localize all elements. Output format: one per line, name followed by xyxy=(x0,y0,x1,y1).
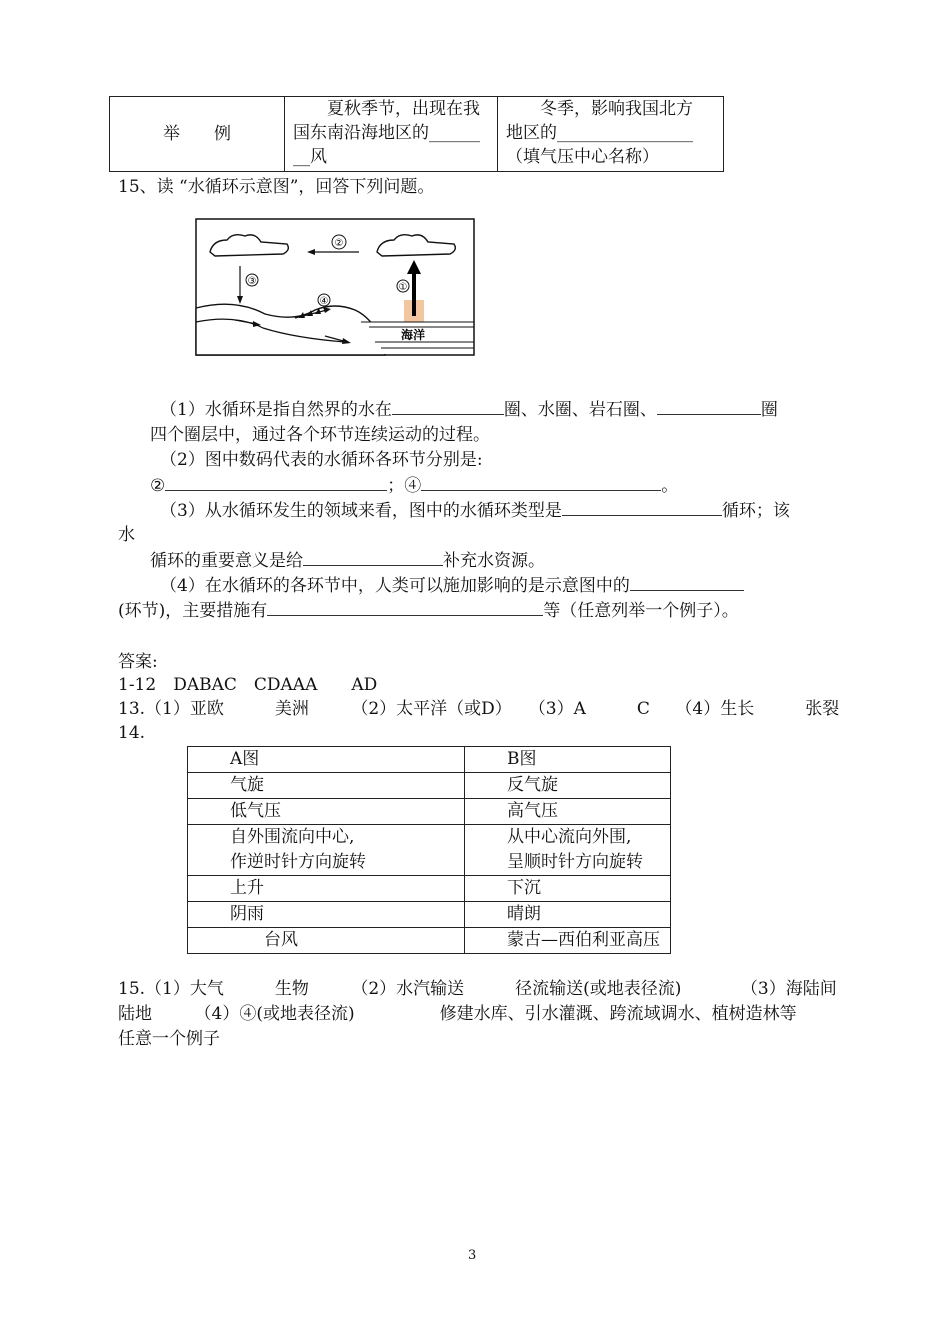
answers-heading: 答案: xyxy=(118,652,158,672)
table-cell xyxy=(188,773,465,799)
water-cycle-diagram xyxy=(195,218,475,356)
top-table xyxy=(109,96,724,172)
q15-sub3-wrap: 水 xyxy=(118,525,135,545)
circled-2: ② xyxy=(150,476,166,496)
cell-line: __风 xyxy=(293,147,327,167)
example-label: 举 例 xyxy=(110,97,285,172)
sub4-line2-b: 等（任意列举一个例子）。 xyxy=(543,601,739,621)
cell-line: B图 xyxy=(507,749,537,769)
winter-example-cell xyxy=(498,97,724,172)
cell-line: 上升 xyxy=(230,878,264,898)
sub2-end: 。 xyxy=(661,476,679,496)
sub3-text-b: 循环；该 xyxy=(721,501,790,521)
blank-2[interactable] xyxy=(657,398,761,415)
table-row xyxy=(188,799,671,825)
label-4-text: ④ xyxy=(319,296,329,307)
cell-line: 阴雨 xyxy=(230,904,264,924)
table-cell xyxy=(465,876,671,902)
cell-line: 呈顺时针方向旋转 xyxy=(507,852,643,872)
sub4-text-a: （4）在水循环的各环节中，人类可以施加影响的是示意图中的 xyxy=(160,576,630,596)
answers-line2: 13.（1）亚欧 美洲 （2）太平洋（或D） （3）A C （4）生长 张裂 xyxy=(118,699,840,719)
cell-line: 自外围流向中心, xyxy=(230,827,355,847)
table-cell xyxy=(465,799,671,825)
q15-sub4-line2 xyxy=(118,599,739,622)
label-3-text: ③ xyxy=(247,276,257,287)
answers-15c: 任意一个例子 xyxy=(118,1029,220,1049)
summer-example-cell xyxy=(285,97,498,172)
label-1-text: ① xyxy=(398,282,408,293)
cell-line: （填气压中心名称） xyxy=(506,147,659,167)
cell-line: 冬季，影响我国北方 xyxy=(506,99,693,119)
sub1-text-b: 圈、水圈、岩石圈、 xyxy=(503,400,657,420)
table-cell xyxy=(465,773,671,799)
table-cell xyxy=(465,928,671,954)
q15-sub4 xyxy=(160,574,744,597)
answer-table-14 xyxy=(187,746,671,954)
table-cell xyxy=(465,825,671,876)
cell-line: A图 xyxy=(230,749,260,769)
table-row xyxy=(188,876,671,902)
blank-7[interactable] xyxy=(630,574,744,591)
blank-4[interactable] xyxy=(421,474,661,491)
answers-line1: 1-12 DABAC CDAAA AD xyxy=(118,675,378,695)
table-cell xyxy=(188,902,465,928)
q15-sub2: （2）图中数码代表的水循环各环节分别是: xyxy=(160,450,483,470)
table-row xyxy=(188,928,671,954)
ocean-label: 海洋 xyxy=(400,328,426,342)
table-cell xyxy=(188,928,465,954)
cell-line: 从中心流向外围, xyxy=(507,827,632,847)
table-cell xyxy=(188,876,465,902)
blank-1[interactable] xyxy=(392,398,504,415)
q15-sub2-answers xyxy=(150,474,678,497)
q15-sub1-line2: 四个圈层中，通过各个环节连续运动的过程。 xyxy=(150,425,490,445)
cell-line: 低气压 xyxy=(230,801,281,821)
blank-6[interactable] xyxy=(303,549,443,566)
sub4-line2-a: (环节)，主要措施有 xyxy=(118,601,268,621)
blank-8[interactable] xyxy=(267,599,543,616)
cell-line: 反气旋 xyxy=(507,775,558,795)
table-cell xyxy=(465,747,671,773)
blank-5[interactable] xyxy=(562,499,722,516)
sub1-text-c: 圈 xyxy=(760,400,778,420)
cell-line: 夏秋季节，出现在我 xyxy=(293,99,480,119)
table-cell xyxy=(188,825,465,876)
q15-stem: 15、读 “水循环示意图”，回答下列问题。 xyxy=(118,177,435,197)
page-number: 3 xyxy=(468,1248,477,1263)
blank-3[interactable] xyxy=(165,474,387,491)
sub3-text-a: （3）从水循环发生的领域来看，图中的水循环类型是 xyxy=(160,501,562,521)
answers-line3: 14. xyxy=(118,723,146,743)
sub1-text-a: （1）水循环是指自然界的水在 xyxy=(160,400,392,420)
table-row xyxy=(188,825,671,876)
cell-line: 地区的________________ xyxy=(506,123,693,143)
cell-line: 晴朗 xyxy=(507,904,541,924)
table-row xyxy=(188,902,671,928)
sub2-sep: ；④ xyxy=(387,476,422,496)
table-row xyxy=(188,773,671,799)
table-row xyxy=(188,747,671,773)
sub3-line2-a: 循环的重要意义是给 xyxy=(150,551,303,571)
answers-15a: 15.（1）大气 生物 （2）水汽输送 径流输送(或地表径流) （3）海陆间 xyxy=(118,979,837,999)
cell-line: 高气压 xyxy=(507,801,558,821)
cell-line: 作逆时针方向旋转 xyxy=(230,852,366,872)
cell-line: 台风 xyxy=(230,930,298,950)
cell-line: 国东南沿海地区的______ xyxy=(293,123,480,143)
answers-15b: 陆地 （4）④(或地表径流) 修建水库、引水灌溉、跨流域调水、植树造林等 xyxy=(118,1004,797,1024)
label-2-text: ② xyxy=(334,238,344,249)
cell-line: 下沉 xyxy=(507,878,541,898)
q15-sub3 xyxy=(160,499,790,522)
q15-sub3-line2 xyxy=(150,549,545,572)
table-cell xyxy=(465,902,671,928)
table-cell xyxy=(188,799,465,825)
cell-line: 气旋 xyxy=(230,775,264,795)
table-cell xyxy=(188,747,465,773)
q15-sub1 xyxy=(160,398,778,421)
sub3-line2-b: 补充水资源。 xyxy=(443,551,545,571)
cell-line: 蒙古—西伯利亚高压 xyxy=(507,930,660,950)
